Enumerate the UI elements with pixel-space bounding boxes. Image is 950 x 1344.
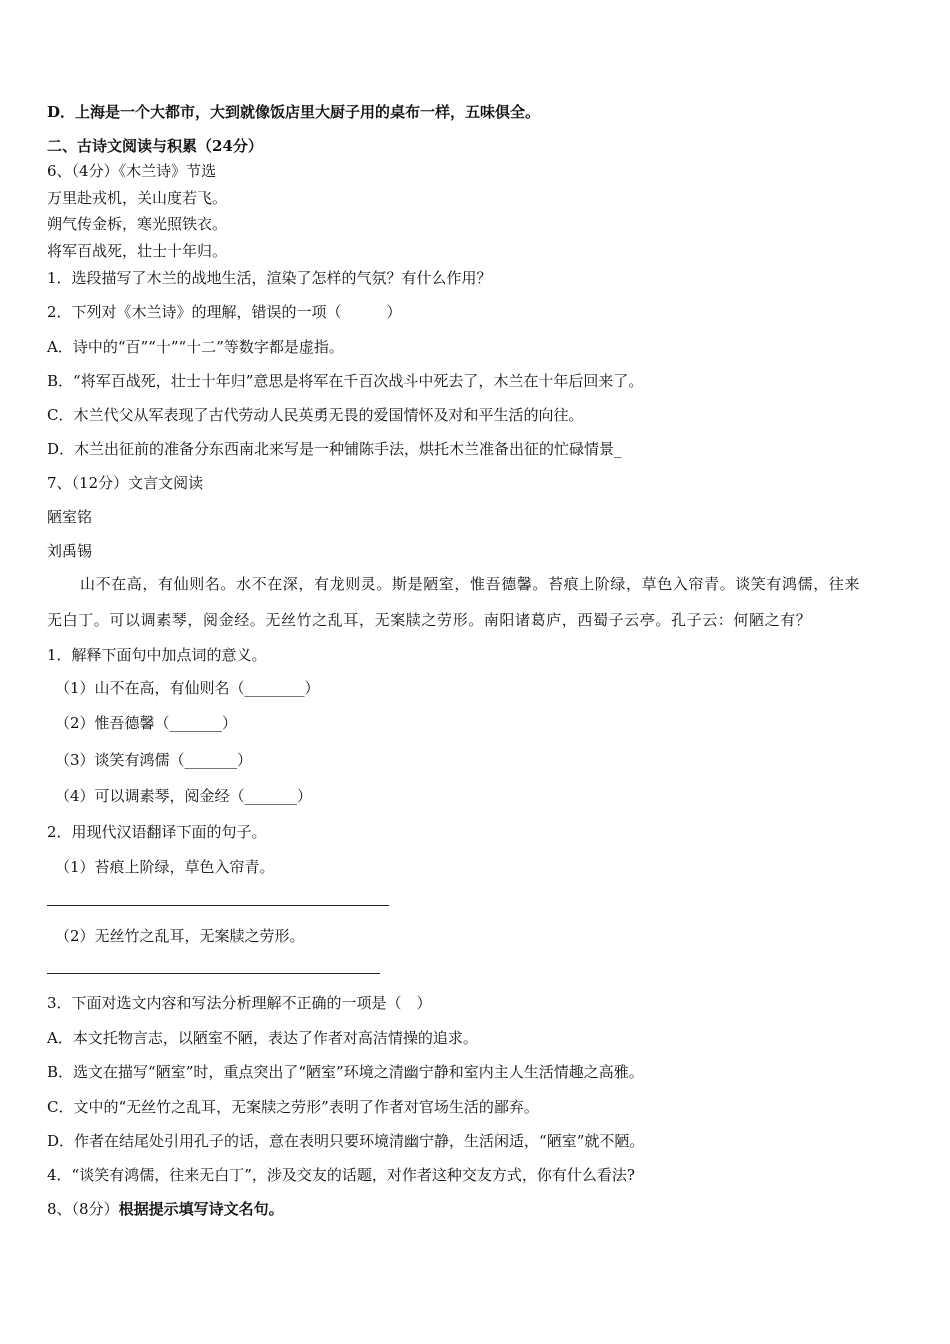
question-8-line	[47, 1199, 284, 1219]
question-6-2-option-b: B．“将军百战死，壮士十年归”意思是将军在千百次战斗中死去了，木兰在十年后回来了。	[47, 372, 644, 390]
question-7-1-item-1: （1）山不在高，有仙则名（________）	[55, 679, 320, 697]
question-6-2-option-a: A．诗中的“百”“十”“十二”等数字都是虚指。	[47, 338, 344, 356]
question-7-3: 3．下面对选文内容和写法分析理解不正确的一项是（ ）	[47, 994, 432, 1012]
answer-line-1[interactable]	[47, 905, 389, 906]
question-7-1-item-4: （4）可以调素琴，阅金经（_______）	[55, 787, 313, 805]
question-6-2-option-d: D．木兰出征前的准备分东西南北来写是一种铺陈手法，烘托木兰准备出征的忙碌情景_	[47, 440, 622, 458]
essay-paragraph-line-1: 山不在高，有仙则名。水不在深，有龙则灵。斯是陋室，惟吾德馨。苔痕上阶绿，草色入帘青。谈笑有鸿儒，往来	[80, 575, 861, 593]
option-d-line: D．上海是一个大都市，大到就像饭店里大厨子用的桌布一样，五味俱全。	[47, 103, 541, 121]
answer-line-2[interactable]	[47, 973, 380, 974]
question-7-3-option-a: A．本文托物言志，以陋室不陋，表达了作者对高洁情操的追求。	[47, 1029, 478, 1047]
question-7-4: 4．“谈笑有鸿儒，往来无白丁”，涉及交友的话题，对作者这种交友方式，你有什么看法?	[47, 1166, 635, 1184]
poem-line-2: 朔气传金柝，寒光照铁衣。	[47, 215, 228, 233]
essay-title: 陋室铭	[47, 508, 93, 526]
question-7-2-item-1: （1）苔痕上阶绿，草色入帘青。	[55, 858, 275, 876]
poem-line-3: 将军百战死，壮士十年归。	[47, 242, 228, 260]
question-7-2-item-2: （2）无丝竹之乱耳，无案牍之劳形。	[55, 927, 305, 945]
question-6-2: 2．下列对《木兰诗》的理解，错误的一项（ ）	[47, 303, 402, 321]
question-6-2-option-c: C．木兰代父从军表现了古代劳动人民英勇无畏的爱国情怀及对和平生活的向往。	[47, 406, 584, 424]
question-8-prefix: 8、（8分）	[47, 1200, 119, 1218]
poem-line-1: 万里赴戎机，关山度若飞。	[47, 189, 228, 207]
question-7-3-option-d: D．作者在结尾处引用孔子的话，意在表明只要环境清幽宁静，生活闲适，“陋室”就不陋。	[47, 1132, 645, 1150]
essay-paragraph-line-2: 无白丁。可以调素琴，阅金经。无丝竹之乱耳，无案牍之劳形。南阳诸葛庐，西蜀子云亭。孔子云：何陋之有？	[47, 611, 812, 629]
question-6-title: 6、（4分）《木兰诗》节选	[47, 162, 217, 180]
question-7-2: 2．用现代汉语翻译下面的句子。	[47, 823, 267, 841]
essay-author: 刘禹锡	[47, 542, 93, 560]
question-7-1: 1．解释下面句中加点词的意义。	[47, 646, 267, 664]
question-7-1-item-3: （3）谈笑有鸿儒（_______）	[55, 751, 253, 769]
question-7-title: 7、（12分）文言文阅读	[47, 474, 204, 492]
section-2-title: 二、古诗文阅读与积累（24分）	[47, 137, 263, 155]
question-7-3-option-b: B．选文在描写“陋室”时，重点突出了“陋室”环境之清幽宁静和室内主人生活情趣之高雅。	[47, 1063, 644, 1081]
question-6-1: 1．选段描写了木兰的战地生活，渲染了怎样的气氛？有什么作用？	[47, 269, 492, 287]
question-7-1-item-2: （2）惟吾德馨（_______）	[55, 714, 238, 732]
question-8-title: 根据提示填写诗文名句。	[118, 1200, 284, 1218]
question-7-3-option-c: C．文中的“无丝竹之乱耳，无案牍之劳形”表明了作者对官场生活的鄙弃。	[47, 1098, 539, 1116]
